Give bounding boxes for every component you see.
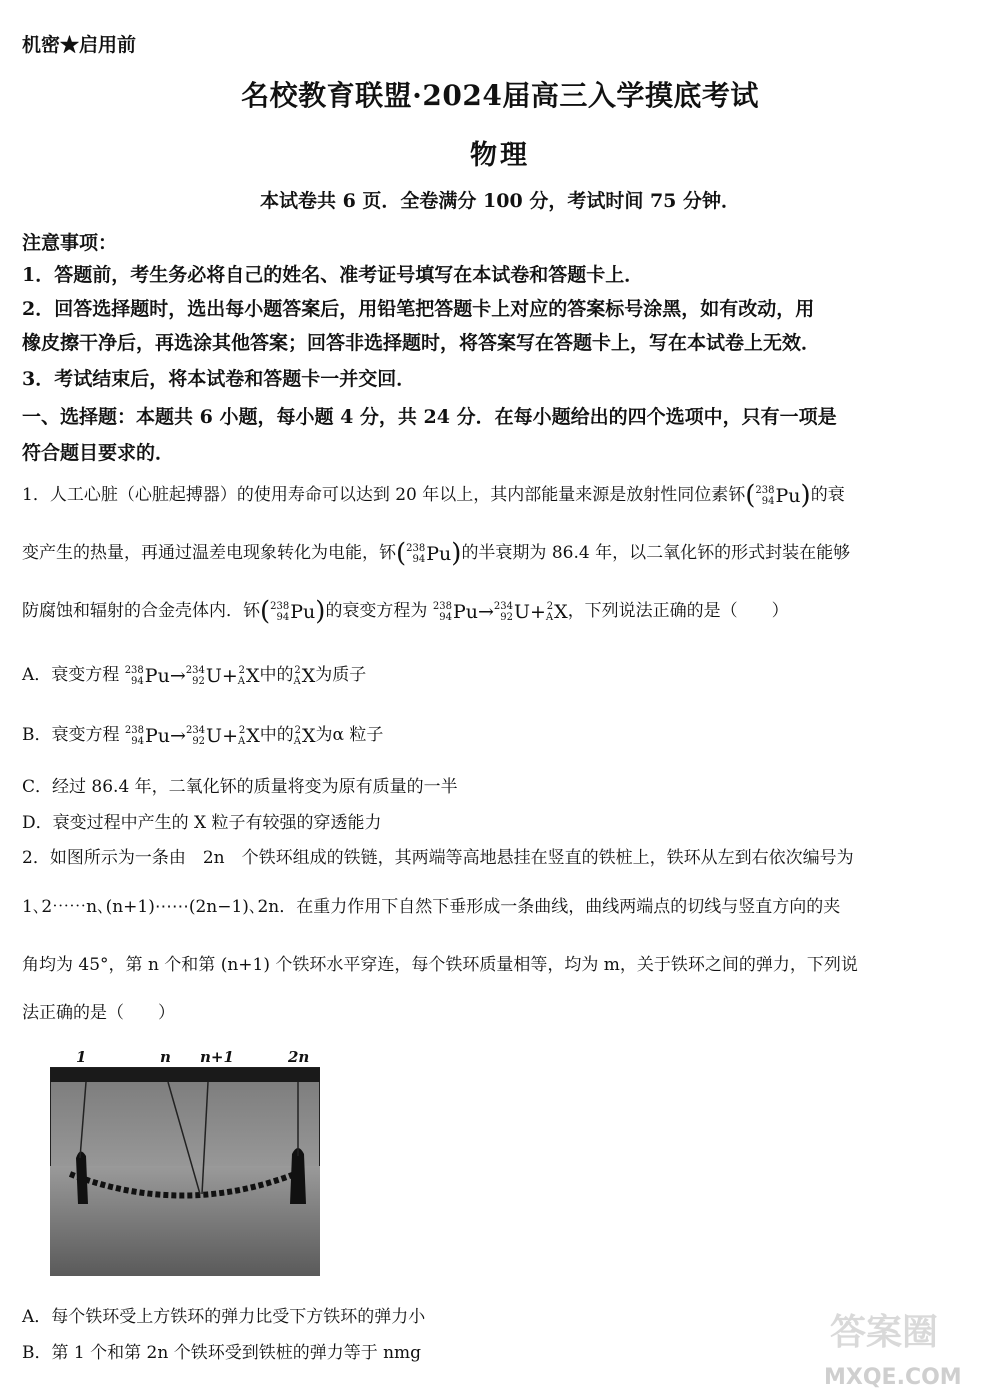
note-2-line-2: 橡皮擦干净后，再选涂其他答案；回答非选择题时，将答案写在答题卡上，写在本试卷上无效． <box>22 332 821 354</box>
confidential-label: 机密★启用前 <box>22 34 137 56</box>
q1-option-b: B．衰变方程 238 94 Pu→ 234 92 U+ 2 A X中的 2 A X为α 粒子 <box>22 724 384 747</box>
watermark-url: MXQE.COM <box>824 1365 962 1390</box>
label-2n: 2n <box>288 1048 310 1066</box>
section-1-line-2: 符合题目要求的． <box>22 442 175 464</box>
q1-option-c: C．经过 86.4 年，二氧化钚的质量将变为原有质量的一半 <box>22 777 458 797</box>
note-1: 1．答题前，考生务必将自己的姓名、准考证号填写在本试卷和答题卡上． <box>22 264 644 286</box>
q2-line-1: 2．如图所示为一条由 2n 个铁环组成的铁链，其两端等高地悬挂在竖直的铁桩上，铁环从左到右依次编号为 <box>22 848 854 868</box>
q1-line-1: 1．人工心脏（心脏起搏器）的使用寿命可以达到 20 年以上，其内部能量来源是放射性同位素钚( 238 94 Pu)的衰 <box>22 480 845 511</box>
q1-option-a: A．衰变方程 238 94 Pu→ 234 92 U+ 2 A X中的 2 A X为质子 <box>22 664 367 687</box>
section-1-line-1: 一、选择题：本题共 6 小题，每小题 4 分，共 24 分．在每小题给出的四个选项中，只有一项是 <box>22 406 837 428</box>
q2-line-2: 1､2⋯⋯n､(n+1)⋯⋯(2n−1)､2n．在重力作用下自然下垂形成一条曲线，曲线两端点的切线与竖直方向的夹 <box>22 897 841 917</box>
q2-option-a: A．每个铁环受上方铁环的弹力比受下方铁环的弹力小 <box>22 1307 426 1327</box>
watermark-logo <box>790 1300 990 1392</box>
subject-title: 物理 <box>470 140 530 171</box>
q2-option-b: B．第 1 个和第 2n 个铁环受到铁桩的弹力等于 nmg <box>22 1343 422 1363</box>
note-3: 3．考试结束后，将本试卷和答题卡一并交回． <box>22 368 416 390</box>
right-post <box>290 1148 306 1204</box>
q1-line-2: 变产生的热量，再通过温差电现象转化为电能，钚( 238 94 Pu)的半衰期为 86.4 年，以二氧化钚的形式封装在能够 <box>22 538 851 569</box>
exam-info: 本试卷共 6 页．全卷满分 100 分，考试时间 75 分钟． <box>259 190 740 212</box>
note-2-line-1: 2．回答选择题时，选出每小题答案后，用铅笔把答题卡上对应的答案标号涂黑，如有改动，用 <box>22 298 815 320</box>
chain-photo <box>50 1048 320 1276</box>
q2-line-4: 法正确的是（ ） <box>22 1003 175 1023</box>
q2-line-3: 角均为 45°，第 n 个和第 (n+1) 个铁环水平穿连，每个铁环质量相等，均为 m，关于铁环之间的弹力，下列说 <box>22 955 858 975</box>
pu-nuclide: 238 94 Pu <box>406 542 452 565</box>
exam-title: 名校教育联盟·2024届高三入学摸底考试 <box>241 79 759 112</box>
watermark-text: 答案圈 <box>830 1312 939 1353</box>
label-n-plus-1: n+1 <box>200 1048 234 1066</box>
decay-equation: 238 94 Pu→ 234 92 U+ 2 A X <box>432 600 568 623</box>
top-band <box>50 1068 320 1082</box>
pu-nuclide: 238 94 Pu <box>755 484 801 507</box>
pu-nuclide: 238 94 Pu <box>270 600 316 623</box>
label-n: n <box>160 1048 171 1066</box>
notes-heading: 注意事项： <box>22 232 118 254</box>
label-1: 1 <box>76 1048 87 1066</box>
q1-option-d: D．衰变过程中产生的 X 粒子有较强的穿透能力 <box>22 813 382 833</box>
q1-line-3: 防腐蚀和辐射的合金壳体内．钚( 238 94 Pu)的衰变方程为 238 94 Pu→ 234 92 U+ 2 A X，下列说法正确的是（ ） <box>22 596 789 627</box>
